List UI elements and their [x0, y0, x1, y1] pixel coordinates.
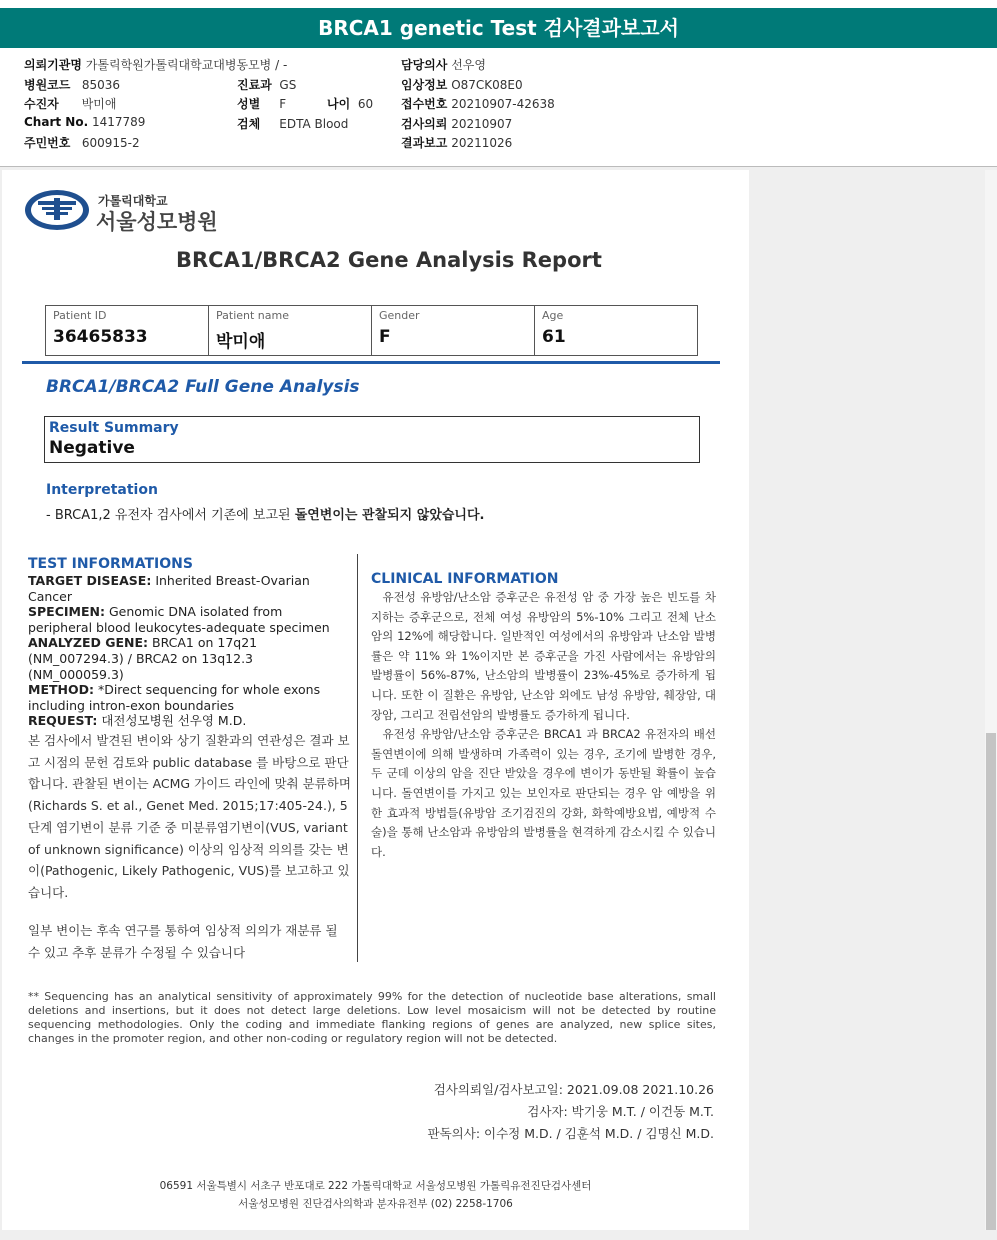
doctor-value: 선우영 — [451, 58, 486, 72]
meta-panel — [0, 48, 997, 167]
receipt-label: 접수번호 — [401, 97, 448, 111]
patient-info-table — [45, 305, 698, 356]
university-name: 가톨릭대학교 — [98, 194, 168, 208]
examiners: 검사자: 박기웅 M.T. / 이건동 M.T. — [527, 1104, 714, 1119]
report-date-value: 20211026 — [451, 136, 513, 150]
specimen-label: 검체 — [237, 117, 261, 131]
interpretation-text: - BRCA1,2 유전자 검사에서 기존에 보고된 돌연변이는 관찰되지 않았습니다. — [46, 508, 485, 523]
hospital-code-label: 병원코드 — [24, 78, 71, 92]
specimen-value: EDTA Blood — [279, 117, 349, 131]
resident-value: 600915-2 — [81, 136, 140, 150]
footer-contact: 서울성모병원 진단검사의학과 분자유전부 (02) 2258-1706 — [238, 1198, 513, 1210]
clinical-info-label: 임상정보 — [401, 78, 448, 92]
section-divider — [22, 361, 720, 364]
patient-value: 박미애 — [81, 97, 117, 111]
chart-value: 1417789 — [91, 115, 146, 129]
report-date-label: 결과보고 — [401, 136, 448, 150]
institution-label: 의뢰기관명 — [24, 58, 82, 72]
hospital-logo-icon — [24, 189, 90, 235]
result-summary-label: Result Summary — [49, 420, 179, 436]
result-summary-value: Negative — [49, 438, 135, 458]
clinical-info-text: 유전성 유방암/난소암 증후군은 유전성 암 중 가장 높은 빈도를 차지하는 증후군으로, 전체 여성 유방암의 5%-10% 그리고 전체 난소암의 12%에 해당합니다. 일반적인 여성에서의 유방암과 난소암 발병률은 약 11% 와 1%이지만 본 증후군을 가진 사람에서는 유방암의 발병률이 56%-87%, 난소암의 발병률이 23%-45%로 증가하게 됩니다. 또한 이 질환은 유방암, 난소암 외에도 남성 유방암, 췌장암, 대장암, 그리고 전립선암의 발병률도 증가하게 됩니다. 유전성 유방암/난소암 증후군은 BRCA1 과 BRCA2 유전자의 배선 돌연변이에 의해 발생하며 가족력이 있는 경우, 조기에 발병한 경우, 두 군데 이상의 암을 진단 받았을 경우에 변이가 동반될 확률이 높습니다. 돌연변이를 가지고 있는 보인자로 판단되는 경우 암 예방을 위한 효과적 방법들(유방암 조기검진의 강화, 화학예방요법, 예방적 수술)을 통해 난소암과 유방암의 발병률을 현격하게 감소시킬 수 있습니다. — [371, 590, 716, 859]
request-date-value: 20210907 — [451, 117, 513, 131]
section-title: BRCA1/BRCA2 Full Gene Analysis — [46, 377, 360, 397]
doctor-label: 담당의사 — [401, 58, 448, 72]
variant-classification-text: 본 검사에서 발견된 변이와 상기 질환과의 연관성은 결과 보고 시점의 문헌 검토와 public database 를 바탕으로 판단합니다. 관찰된 변이는 ACMG 가이드 라인에 맞춰 분류하며(Richards S. et al., Genet Med. 2015;17:405-24.), 5 단계 염기변이 분류 기준 중 미분류염기변이(VUS, variant of unknown significance) 이상의 임상적 의의를 갖는 변이(Pathogenic, Likely Pathogenic, VUS)를 보고하고 있습니다. — [28, 733, 351, 900]
footer-address: 06591 서울특별시 서초구 반포대로 222 가톨릭대학교 서울성모병원 가톨릭유전진단검사센터 — [159, 1180, 592, 1192]
age-label: 나이 — [327, 97, 351, 111]
reading-physicians: 판독의사: 이수정 M.D. / 김훈석 M.D. / 김명신 M.D. — [427, 1126, 714, 1141]
age-cell: Age 61 — [542, 309, 566, 347]
patient-id-cell: Patient ID 36465833 — [46, 306, 209, 355]
department-label: 진료과 — [237, 78, 272, 92]
patient-name-cell: Patient name 박미애 — [209, 306, 372, 355]
hospital-name: 서울성모병원 — [96, 210, 218, 234]
sex-label: 성별 — [237, 97, 261, 111]
sex-value: F — [279, 97, 287, 111]
scrollbar-thumb[interactable] — [986, 733, 996, 1230]
test-info-title: TEST INFORMATIONS — [28, 556, 193, 572]
gender-cell: Gender F — [372, 306, 535, 355]
age-value: 60 — [357, 97, 374, 111]
sequencing-disclaimer: ** Sequencing has an analytical sensitivity of approximately 99% for the detection of nucleotide base alterations, small deletions and insertions, but it does not detect large deletions. Low level mosaicism will not be detected by routine sequencing methodologies. Only the coding and immediate flanking regions of genes are analyzed, new splice sites, changes in the promoter region, and other non-coding or regulatory region will not be detected. — [28, 990, 716, 1045]
column-divider — [357, 554, 358, 962]
result-summary-box — [44, 416, 700, 463]
institution-value: 가톨릭학원가톨릭대학교대병동모병 / - — [85, 58, 288, 72]
clinical-info-value: O87CK08E0 — [451, 78, 523, 92]
resident-label: 주민번호 — [24, 136, 71, 150]
chart-label: Chart No. — [24, 115, 89, 129]
hospital-code-value: 85036 — [81, 78, 121, 92]
window-title: BRCA1 genetic Test 검사결과보고서 — [0, 0, 997, 48]
interpretation-title: Interpretation — [46, 482, 158, 498]
reclassification-note: 일부 변이는 후속 연구를 통하여 임상적 의의가 재분류 될 수 있고 추후 분류가 수정될 수 있습니다 — [28, 923, 338, 960]
report-dates: 검사의뢰일/검사보고일: 2021.09.08 2021.10.26 — [433, 1082, 714, 1097]
clinical-info-title: CLINICAL INFORMATION — [371, 571, 559, 587]
patient-label: 수진자 — [24, 97, 59, 111]
department-value: GS — [279, 78, 297, 92]
report-document — [2, 170, 749, 1230]
report-title: BRCA1/BRCA2 Gene Analysis Report — [176, 248, 602, 272]
receipt-value: 20210907-42638 — [451, 97, 555, 111]
test-info-block: TARGET DISEASE: Inherited Breast-Ovarian Cancer SPECIMEN: Genomic DNA isolated from peripheral blood leukocytes-adequate specimen ANALYZED GENE: BRCA1 on 17q21 (NM_007294.3) / BRCA2 on 13q12.3 (NM_000059.3) METHOD: *Direct sequencing for whole exons including intron-exon boundaries REQUEST: 대전성모병원 선우영 M.D. — [28, 573, 330, 729]
request-date-label: 검사의뢰 — [401, 117, 448, 131]
